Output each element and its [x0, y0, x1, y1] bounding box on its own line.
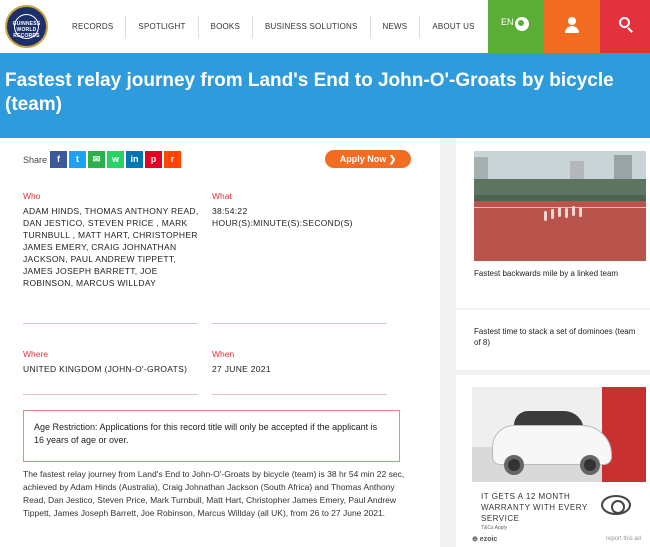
car-wheel — [504, 455, 524, 475]
divider — [23, 394, 198, 395]
nav-records[interactable]: RECORDS — [60, 16, 126, 38]
what-unit: HOUR(S):MINUTE(S):SECOND(S) — [212, 218, 353, 228]
when-field — [212, 349, 392, 375]
language-label: EN — [501, 17, 514, 27]
guinness-logo[interactable] — [5, 5, 48, 48]
related-record-caption[interactable]: Fastest backwards mile by a linked team — [474, 269, 619, 278]
share-label: Share — [23, 154, 48, 165]
report-ad-link[interactable]: report this ad — [606, 536, 642, 542]
photo-runner — [544, 211, 547, 221]
record-description: The fastest relay journey from Land's End to John-O'-Groats by bicycle (team) is 38 hr 54 min 22 sec, achieved by Adam Hinds (Australia), Craig Johnathan Jackson (South Africa) and Thomas Anthony Read, Dan Jestico, Steven Price, Mark Turnbull, Matt Hart, Christopher James Emery, Paul Andrew Tippett, James Joseph Barrett, Joe Robinson, Marcus Willday (all UK), from 26 to 27 June 2021. — [23, 469, 405, 518]
site-header — [0, 0, 650, 53]
related-record-caption[interactable]: Fastest time to stack a set of dominoes (team of 8) — [474, 327, 636, 347]
related-record-card[interactable] — [456, 138, 650, 308]
when-value: 27 JUNE 2021 — [212, 364, 271, 374]
ezoic-label[interactable]: ⊕ ezoic — [472, 536, 498, 543]
language-button[interactable] — [488, 0, 544, 53]
where-field — [23, 349, 193, 375]
toyota-logo-icon — [601, 495, 631, 515]
record-card — [0, 138, 440, 547]
ad-image[interactable] — [472, 387, 646, 482]
car-wheel — [580, 455, 600, 475]
linkedin-icon[interactable]: in — [126, 151, 143, 168]
photo-runner — [551, 209, 554, 219]
account-button[interactable] — [544, 0, 600, 53]
page-title: Fastest relay journey from Land's End to John-O'-Groats by bicycle (team) — [5, 70, 614, 115]
share-bar — [23, 151, 183, 168]
who-field — [23, 191, 203, 289]
related-record-photo[interactable] — [474, 151, 646, 261]
nav-news[interactable]: NEWS — [371, 16, 421, 38]
apply-now-button[interactable]: Apply Now ❯ — [325, 150, 411, 168]
main-nav — [60, 0, 487, 53]
facebook-icon[interactable]: f — [50, 151, 67, 168]
nav-books[interactable]: BOOKS — [199, 16, 253, 38]
when-label: When — [212, 349, 235, 359]
twitter-icon[interactable]: t — [69, 151, 86, 168]
nav-about-us[interactable]: ABOUT US — [432, 21, 475, 31]
search-icon-handle — [627, 27, 633, 33]
search-button[interactable] — [600, 0, 650, 53]
advertisement[interactable] — [456, 375, 650, 547]
globe-icon — [515, 17, 529, 31]
user-icon-body — [565, 26, 579, 33]
photo-runner — [579, 207, 582, 217]
nav-business-solutions[interactable]: BUSINESS SOLUTIONS — [253, 16, 371, 38]
related-record-card[interactable] — [456, 310, 650, 370]
what-value: 38:54:22 — [212, 206, 248, 216]
ad-headline[interactable]: IT GETS A 12 MONTH WARRANTY WITH EVERY SERVICE — [481, 492, 588, 523]
divider — [212, 394, 387, 395]
reddit-icon[interactable]: r — [164, 151, 181, 168]
where-value: UNITED KINGDOM (JOHN-O'-GROATS) — [23, 364, 188, 374]
photo-runner — [558, 207, 561, 217]
pinterest-icon[interactable]: p — [145, 151, 162, 168]
photo-runner — [565, 208, 568, 218]
divider — [23, 323, 198, 324]
age-restriction-alert: Age Restriction: Applications for this record title will only be accepted if the applicant is 16 years of age or over. — [23, 410, 400, 462]
who-value: ADAM HINDS, THOMAS ANTHONY READ, DAN JESTICO, STEVEN PRICE , MARK TURNBULL , MATT HART, CHRISTOPHER JAMES EMERY, CRAIG JOHNATHAN JACKSON, PAUL ANDREW TIPPETT, JAMES JOSEPH BARRETT, JOE ROBINSON, MARCUS WILLDAY — [23, 206, 199, 288]
title-banner — [0, 53, 650, 138]
whatsapp-icon[interactable]: w — [107, 151, 124, 168]
photo-runner — [572, 206, 575, 216]
logo-text: GUINNESS WORLD RECORDS — [12, 21, 41, 39]
what-label: What — [212, 191, 232, 201]
what-field — [212, 191, 412, 229]
divider — [212, 323, 387, 324]
ad-disclaimer: T&Cs Apply — [481, 525, 508, 531]
email-icon[interactable]: ✉ — [88, 151, 105, 168]
user-icon — [568, 17, 576, 25]
where-label: Where — [23, 349, 49, 359]
nav-spotlight[interactable]: SPOTLIGHT — [126, 16, 198, 38]
who-label: Who — [23, 191, 41, 201]
ad-red-panel — [602, 387, 646, 482]
